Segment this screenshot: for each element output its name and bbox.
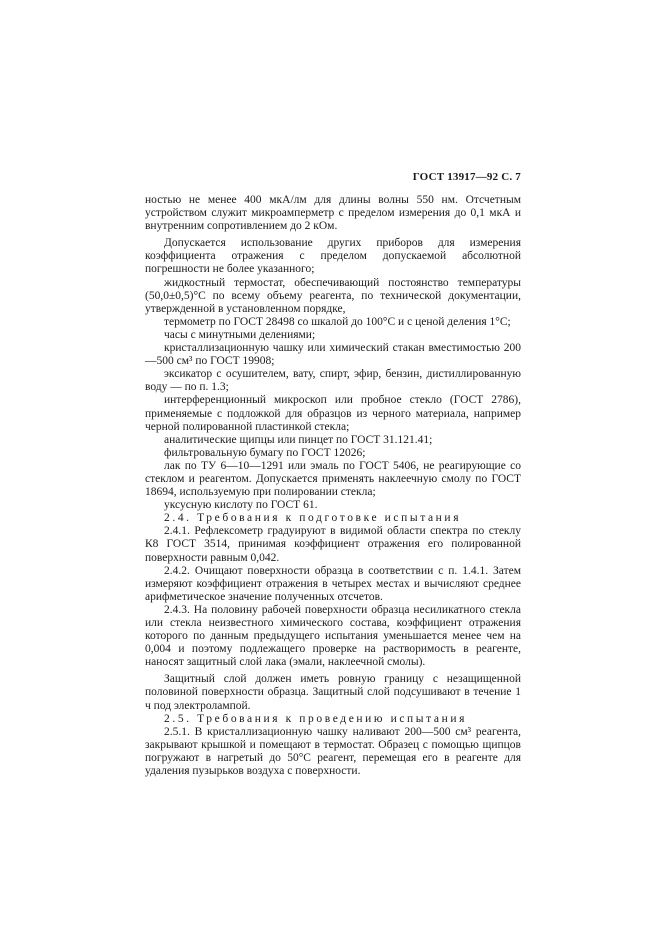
list-item: аналитические щипцы или пинцет по ГОСТ 31.121.41;	[164, 433, 433, 446]
paragraph: 2.4.3. На половину рабочей поверхности образца несиликатного стекла или стекла неизвестного химического состава, коэффициент отражения которого по данным предыдущего испытания уменьшается менее чем на 0,004 и поэтому подлежащего проверке на растворимость в реагенте, наносят защитный слой лака (эмали, наклеечной смолы).	[145, 603, 521, 669]
body-text	[145, 194, 521, 778]
list-item: жидкостный термостат, обеспечивающий постоянство температуры (50,0±0,5)°С по всему объему реагента, по технической документации, утвержденной в установленном порядке,	[145, 276, 521, 315]
paragraph: 2.4.2. Очищают поверхности образца в соответствии с п. 1.4.1. Затем измеряют коэффициент отражения в четырех местах и вычисляют среднее арифметическое значение полученных отсчетов.	[145, 564, 521, 603]
section-heading: 2.4. Требования к подготовке испытания	[164, 512, 462, 525]
paragraph: 2.4.1. Рефлексометр градуируют в видимой области спектра по стеклу К8 ГОСТ 3514, принимая коэффициент отражения его полированной поверхности равным 0,042.	[145, 525, 521, 564]
paragraph: 2.5.1. В кристаллизационную чашку наливают 200—500 см³ реагента, закрывают крышкой и помещают в термостат. Образец с помощью щипцов погружают в нагретый до 50°С реагент, перемещая его в реагенте для удаления пузырьков воздуха с поверхности.	[145, 725, 521, 778]
list-item: термометр по ГОСТ 28498 со шкалой до 100°С и с ценой деления 1°С;	[164, 315, 511, 328]
list-item: уксусную кислоту по ГОСТ 61.	[164, 499, 318, 512]
list-item: кристаллизационную чашку или химический стакан вместимостью 200—500 см³ по ГОСТ 19908;	[145, 342, 521, 368]
list-item: часы с минутными делениями;	[164, 328, 316, 341]
paragraph: ностью не менее 400 мкА/лм для длины волны 550 нм. Отсчетным устройством служит микроамперметр с пределом измерения до 0,1 мкА и внутренним сопротивлением до 2 кОм.	[145, 194, 521, 233]
list-item: эксикатор с осушителем, вату, спирт, эфир, бензин, дистиллированную воду — по п. 1.3;	[145, 368, 521, 394]
section-heading: 2.5. Требования к проведению испытания	[164, 712, 467, 725]
paragraph: Защитный слой должен иметь ровную границу с незащищенной половиной поверхности образца. Защитный слой подсушивают в течение 1 ч под электролампой.	[145, 673, 521, 712]
list-item: интерференционный микроскоп или пробное стекло (ГОСТ 2786), применяемые с подложкой для образцов из черного материала, например черной полированной пластинкой стекла;	[145, 394, 521, 433]
list-item: лак по ТУ 6—10—1291 или эмаль по ГОСТ 5406, не реагирующие со стеклом и реагентом. Допускается применять наклеечную смолу по ГОСТ 18694, используемую при полировании стекла;	[145, 459, 521, 499]
list-item: фильтровальную бумагу по ГОСТ 12026;	[164, 446, 366, 459]
page-header: ГОСТ 13917—92 С. 7	[412, 171, 521, 183]
paragraph: Допускается использование других приборов для измерения коэффициента отражения с пределом допускаемой абсолютной погрешности не более указанного;	[145, 237, 521, 276]
